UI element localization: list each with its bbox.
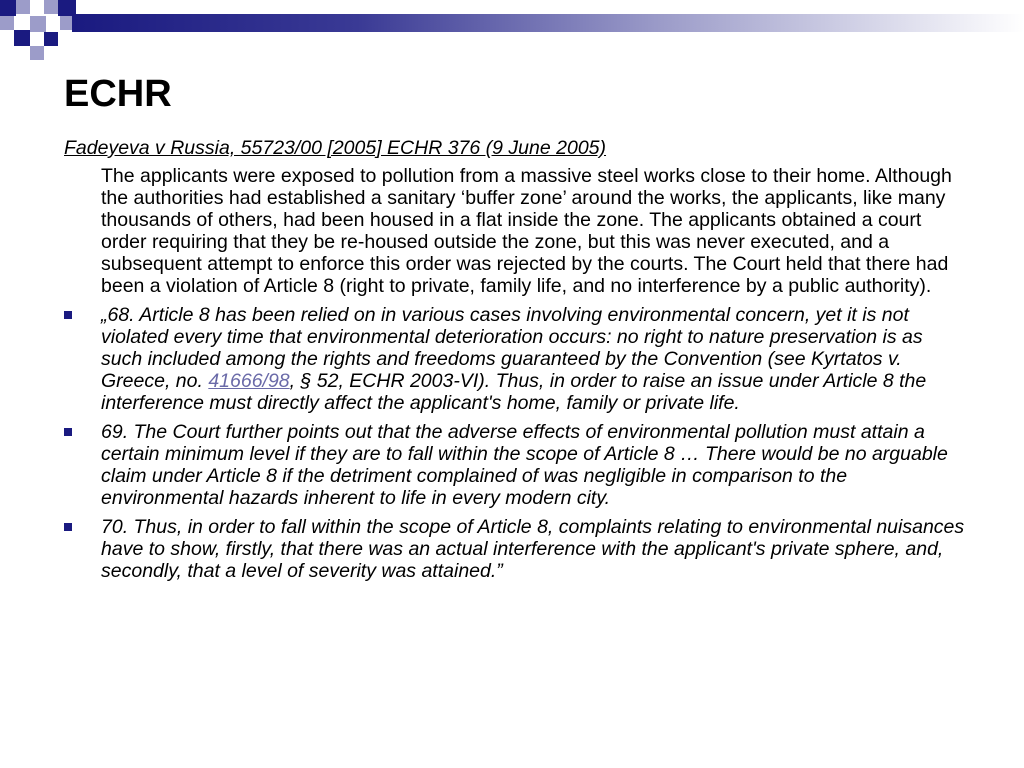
quote-paragraph-68 (101, 304, 969, 414)
case-reference: Fadeyeva v Russia, 55723/00 [2005] ECHR 376 (9 June 2005) (64, 137, 607, 159)
paragraph-68-text-end: , § 52, ECHR 2003-VI). Thus, in order to raise an issue under Article 8 the interference must directly affect the applicant's home, family or private life. (101, 370, 927, 414)
decor-square-8 (14, 30, 30, 46)
header-gradient-bar (72, 14, 1024, 32)
decor-square-1 (0, 0, 16, 16)
case-summary: The applicants were exposed to pollution from a massive steel works close to their home. Although the authorities had established a sanitary ‘buffer zone’ around the works, the applicants, like many thousands of others, had been housed in a flat inside the zone. The applicants obtained a court order requiring that they be re-housed outside the zone, but this was never executed, and a subsequent attempt to enforce this order was rejected by the courts. The Court held that there had been a violation of Article 8 (right to private, family life, and no interference by a public authority). (101, 165, 952, 297)
application-number-link[interactable]: 41666/98 (208, 370, 290, 392)
square-bullet-icon (64, 311, 72, 319)
quote-paragraph-69 (101, 421, 969, 509)
decor-square-10 (30, 46, 44, 60)
decor-square-9 (44, 32, 58, 46)
paragraph-68-text: „68. Article 8 has been relied on in various cases involving environmental concern, yet it is not violated every time that environmental deterioration occurs: no right to nature preservation is as such included among the rights and freedoms guaranteed by the Convention (see Kyrtatos v. Greece, no. (101, 304, 923, 392)
decor-square-6 (30, 16, 46, 32)
decor-square-2 (16, 0, 30, 14)
quote-paragraph-70 (101, 516, 969, 582)
slide-title: ECHR (64, 73, 172, 115)
decor-square-3 (44, 0, 58, 14)
square-bullet-icon (64, 428, 72, 436)
decor-square-5 (0, 16, 14, 30)
slide-body (64, 137, 969, 582)
square-bullet-icon (64, 523, 72, 531)
paragraph-69-text: 69. The Court further points out that the adverse effects of environmental pollution must attain a certain minimum level if they are to fall within the scope of Article 8 … There would be no arguable claim under Article 8 if the detriment complained of was negligible in comparison to the environmental hazards inherent to life in every modern city. (101, 421, 948, 509)
paragraph-70-text: 70. Thus, in order to fall within the scope of Article 8, complaints relating to environmental nuisances have to show, firstly, that there was an actual interference with the applicant's private sphere, and, secondly, that a level of severity was attained.” (101, 516, 965, 582)
